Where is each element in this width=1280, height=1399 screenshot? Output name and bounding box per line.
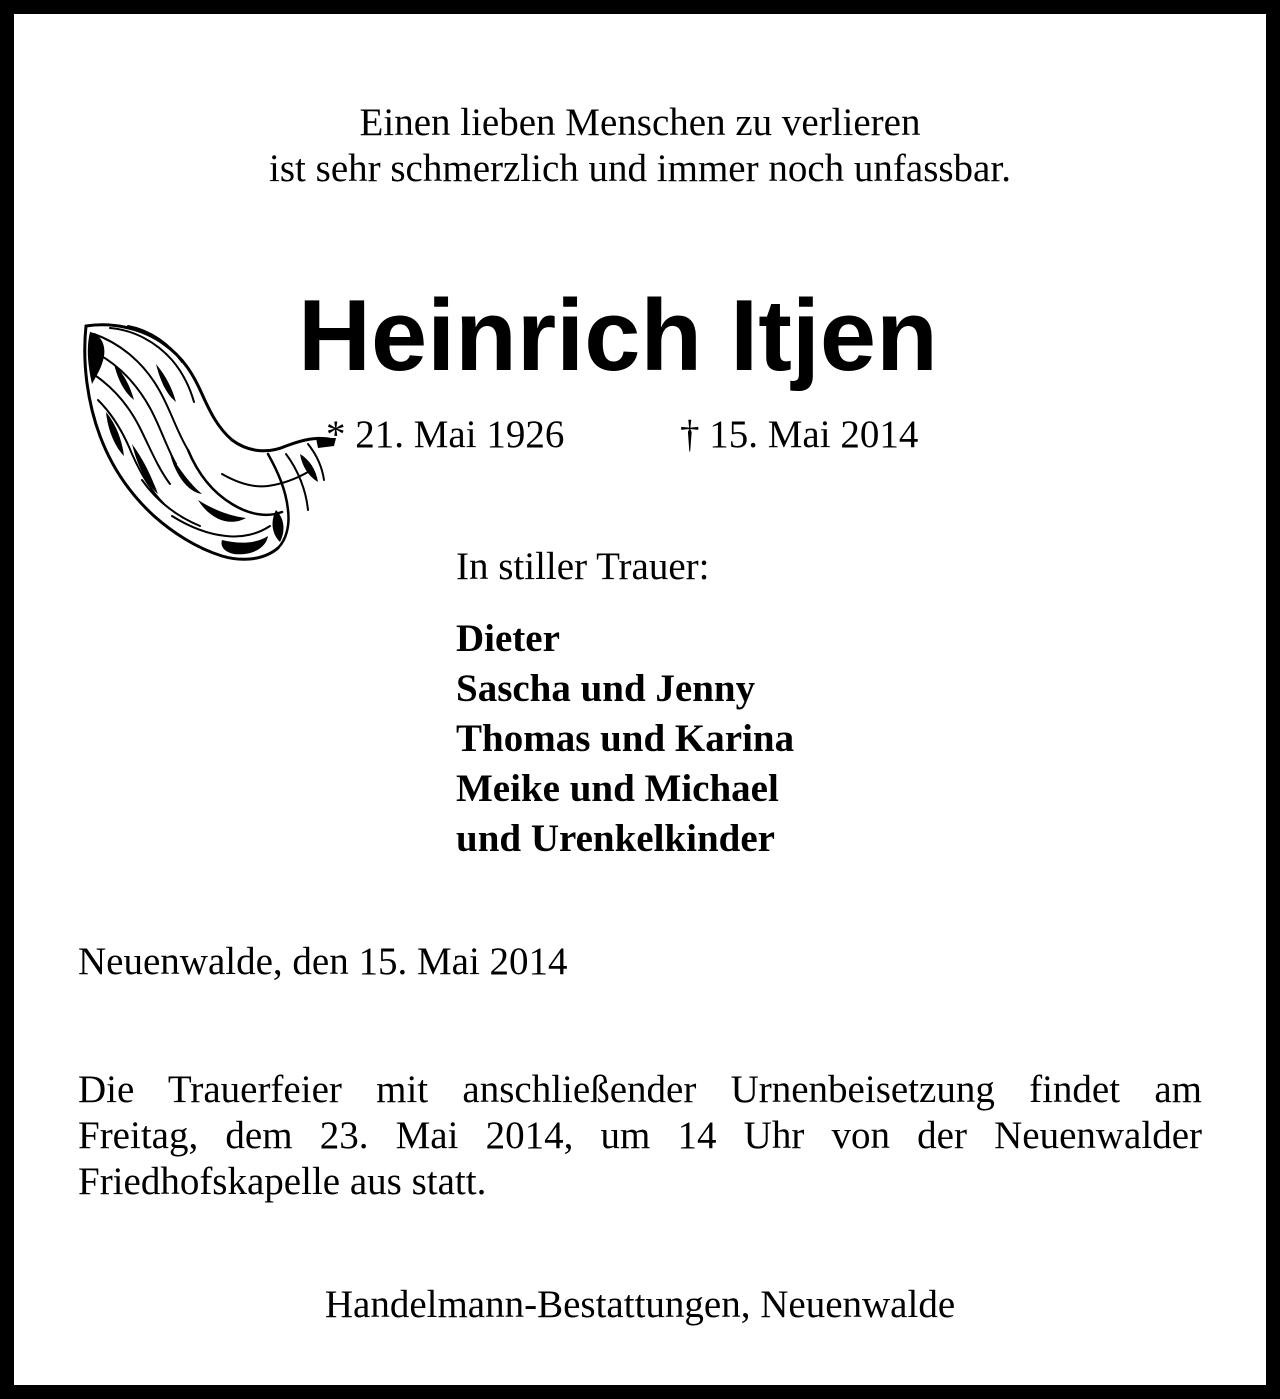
family-member: Dieter (456, 617, 560, 660)
place-date: Neuenwalde, den 15. Mai 2014 (78, 940, 568, 983)
family-member: Thomas und Karina (456, 717, 795, 760)
undertaker-line: Handelmann-Bestattungen, Neuenwalde (324, 1283, 956, 1326)
family-member: und Urenkelkinder (456, 817, 775, 860)
deceased-name: Heinrich Itjen (298, 280, 938, 392)
family-member: Sascha und Jenny (456, 667, 756, 710)
intro-line: ist sehr schmerzlich und immer noch unfassbar. (269, 147, 1011, 190)
death-date: † 15. Mai 2014 (680, 413, 919, 456)
family-member: Meike und Michael (456, 767, 779, 810)
ceremony-line: Freitag, dem 23. Mai 2014, um 14 Uhr von der Neuenwalder (78, 1114, 1202, 1157)
ceremony-text (78, 1067, 1202, 1205)
intro-line: Einen lieben Menschen zu verlieren (359, 101, 921, 144)
birth-date: * 21. Mai 1926 (326, 413, 565, 456)
family-list (456, 614, 794, 864)
ceremony-line: Friedhofskapelle aus statt. (78, 1160, 487, 1203)
mourning-label: In stiller Trauer: (456, 545, 710, 588)
ceremony-line: Die Trauerfeier mit anschließender Urnenbeisetzung findet am (78, 1068, 1202, 1111)
intro-text (14, 100, 1266, 192)
